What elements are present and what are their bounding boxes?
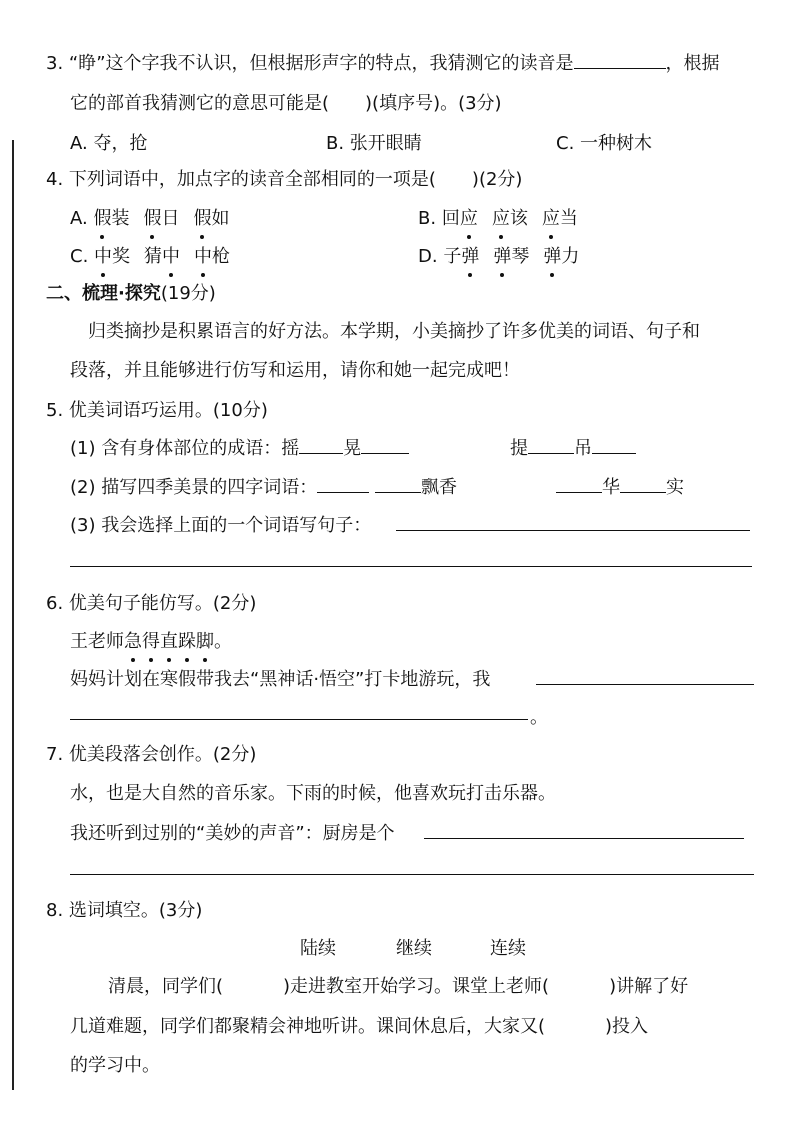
q4-option-c[interactable]: C. 中奖 猜中 中枪 bbox=[70, 243, 230, 271]
dotted-char: 中 bbox=[162, 243, 180, 271]
q3-option-c[interactable]: C. 一种树木 bbox=[556, 133, 653, 154]
q5-answer-line[interactable] bbox=[70, 566, 752, 567]
q7-stem: 7. 优美段落会创作。(2分) bbox=[46, 744, 257, 765]
q8-passage-line2: 几道难题，同学们都聚精会神地听讲。课间休息后，大家又( )投入 bbox=[70, 1016, 649, 1037]
dotted-char: 假 bbox=[93, 205, 111, 233]
section2-intro-line1: 归类摘抄是积累语言的好方法。本学期，小美摘抄了许多优美的词语、句子和 bbox=[88, 321, 700, 342]
q6-stem: 6. 优美句子能仿写。(2分) bbox=[46, 593, 257, 614]
q8-passage-line1: 清晨，同学们( )走进教室开始学习。课堂上老师( )讲解了好 bbox=[108, 976, 689, 997]
q5-blank[interactable] bbox=[592, 435, 636, 454]
dotted-char: 应 bbox=[492, 205, 510, 233]
dotted-char: 急 bbox=[124, 628, 142, 656]
q8-choice-3: 连续 bbox=[490, 938, 526, 959]
q3-answer-blank[interactable] bbox=[574, 50, 666, 69]
q6-answer-line[interactable] bbox=[70, 719, 528, 720]
q3-option-b[interactable]: B. 张开眼睛 bbox=[326, 133, 422, 154]
q5-blank[interactable] bbox=[299, 435, 343, 454]
section2-intro-line2: 段落，并且能够进行仿写和运用，请你和她一起完成吧！ bbox=[70, 360, 520, 381]
binding-margin-line bbox=[12, 140, 14, 1090]
dotted-char: 中 bbox=[194, 243, 212, 271]
q5-part3: (3) 我会选择上面的一个词语写句子： bbox=[70, 515, 372, 536]
q5-blank[interactable] bbox=[361, 435, 409, 454]
dotted-char: 直 bbox=[160, 628, 178, 656]
q6-prompt: 妈妈计划在寒假带我去“黑神话·悟空”打卡地游玩，我 bbox=[70, 669, 491, 690]
q8-stem: 8. 选词填空。(3分) bbox=[46, 900, 203, 921]
q8-choice-2: 继续 bbox=[396, 938, 432, 959]
q5-blank[interactable] bbox=[620, 474, 666, 493]
q3-line1 bbox=[46, 50, 720, 78]
q3-stem-end: ，根据 bbox=[665, 53, 720, 74]
q8-choice-1: 陆续 bbox=[300, 938, 336, 959]
q8-passage-line3: 的学习中。 bbox=[70, 1055, 160, 1076]
dotted-char: 应 bbox=[542, 205, 560, 233]
dotted-char: 弹 bbox=[493, 243, 511, 271]
q7-answer-line[interactable] bbox=[424, 838, 744, 839]
dotted-char: 应 bbox=[460, 205, 478, 233]
q3-option-a[interactable]: A. 夺，抢 bbox=[70, 133, 148, 154]
q5-blank[interactable] bbox=[556, 474, 602, 493]
dotted-char: 弹 bbox=[461, 243, 479, 271]
q5-blank[interactable] bbox=[375, 474, 421, 493]
q4-option-b[interactable]: B. 回应 应该 应当 bbox=[418, 205, 578, 233]
q4-option-a[interactable]: A. 假装 假日 假如 bbox=[70, 205, 229, 233]
q4-stem: 4. 下列词语中，加点字的读音全部相同的一项是( )(2分) bbox=[46, 169, 523, 190]
section2-heading: 二、梳理·探究(19分) bbox=[46, 283, 216, 304]
q5-blank[interactable] bbox=[317, 474, 369, 493]
dotted-char: 假 bbox=[193, 205, 211, 233]
q3-stem-text: 3. “睁”这个字我不认识，但根据形声字的特点，我猜测它的读音是 bbox=[46, 53, 574, 74]
q4-option-d[interactable]: D. 子弹 弹琴 弹力 bbox=[418, 243, 579, 271]
q5-part2: (2) 描写四季美景的四字词语： 飘香 bbox=[70, 474, 457, 502]
q5-stem: 5. 优美词语巧运用。(10分) bbox=[46, 400, 268, 421]
q7-example: 水，也是大自然的音乐家。下雨的时候，他喜欢玩打击乐器。 bbox=[70, 783, 556, 804]
q3-line2: 它的部首我猜测它的意思可能是( )(填序号)。(3分) bbox=[70, 93, 502, 114]
dotted-char: 脚 bbox=[196, 628, 214, 656]
dotted-char: 弹 bbox=[543, 243, 561, 271]
dotted-char: 假 bbox=[143, 205, 161, 233]
q5-part1-b: 提 吊 bbox=[510, 435, 636, 463]
q7-answer-line[interactable] bbox=[70, 874, 754, 875]
dotted-char: 中 bbox=[94, 243, 112, 271]
dotted-char: 得 bbox=[142, 628, 160, 656]
q6-end-period: 。 bbox=[530, 707, 548, 728]
q5-blank[interactable] bbox=[528, 435, 574, 454]
q6-answer-line[interactable] bbox=[536, 684, 754, 685]
q7-prompt: 我还听到过别的“美妙的声音”：厨房是个 bbox=[70, 823, 395, 844]
dotted-char: 跺 bbox=[178, 628, 196, 656]
q5-part1: (1) 含有身体部位的成语：摇 晃 bbox=[70, 435, 409, 463]
q5-answer-line[interactable] bbox=[396, 530, 750, 531]
q5-part2-b: 华 实 bbox=[556, 474, 684, 502]
q6-example: 王老师急得直跺脚。 bbox=[70, 628, 232, 656]
